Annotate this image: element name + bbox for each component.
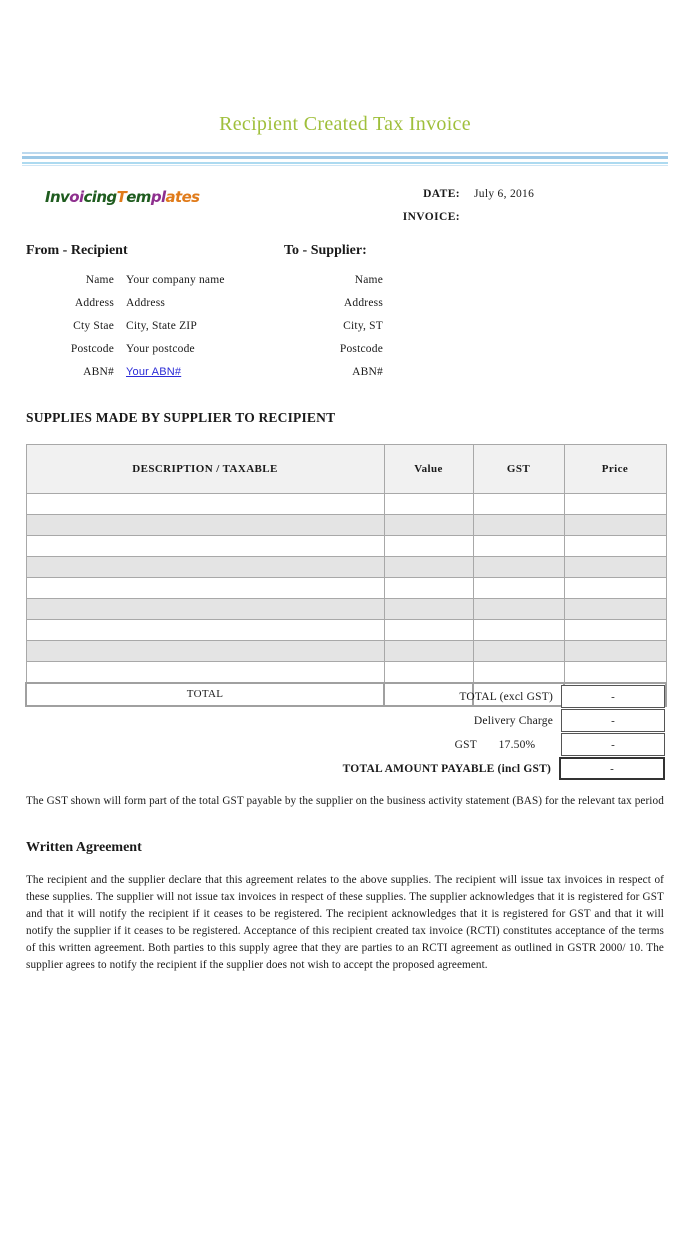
table-cell-description[interactable] bbox=[26, 536, 384, 557]
table-cell-price[interactable] bbox=[564, 494, 666, 515]
recipient-field-value[interactable]: Address bbox=[126, 297, 166, 309]
table-cell-price[interactable] bbox=[564, 557, 666, 578]
totals-amount-box[interactable]: - bbox=[561, 733, 665, 756]
table-row bbox=[26, 536, 666, 557]
logo-part-2: cing bbox=[83, 188, 117, 206]
recipient-field-label: ABN# bbox=[83, 366, 114, 378]
table-row bbox=[26, 599, 666, 620]
table-cell-price[interactable] bbox=[564, 641, 666, 662]
totals-row bbox=[300, 733, 665, 756]
supplier-field-label[interactable]: City, ST bbox=[343, 320, 383, 332]
recipient-field-value[interactable]: Your postcode bbox=[126, 343, 195, 355]
column-header-price: Price bbox=[564, 445, 666, 494]
party-row bbox=[26, 297, 666, 320]
table-cell-description[interactable] bbox=[26, 494, 384, 515]
supplies-table-body bbox=[26, 494, 666, 683]
gst-note: The GST shown will form part of the total GST payable by the supplier on the business activity statement (BAS) for the relevant tax period bbox=[26, 795, 664, 807]
supplier-field-label[interactable]: ABN# bbox=[352, 366, 383, 378]
table-cell-value[interactable] bbox=[384, 515, 473, 536]
column-header-gst: GST bbox=[473, 445, 564, 494]
company-logo bbox=[45, 188, 200, 206]
parties-section bbox=[26, 243, 666, 389]
logo-part-7: at bbox=[165, 188, 182, 206]
table-cell-gst[interactable] bbox=[473, 536, 564, 557]
party-field-rows bbox=[26, 274, 666, 389]
recipient-field-value[interactable]: Your company name bbox=[126, 274, 225, 286]
totals-row bbox=[300, 709, 665, 732]
table-cell-gst[interactable] bbox=[473, 515, 564, 536]
table-cell-price[interactable] bbox=[564, 662, 666, 683]
table-cell-price[interactable] bbox=[564, 620, 666, 641]
table-cell-price[interactable] bbox=[564, 578, 666, 599]
table-cell-gst[interactable] bbox=[473, 662, 564, 683]
table-cell-value[interactable] bbox=[384, 641, 473, 662]
logo-part-3: T bbox=[116, 188, 127, 206]
date-row bbox=[360, 188, 660, 200]
column-header-value: Value bbox=[384, 445, 473, 494]
recipient-heading: From - Recipient bbox=[26, 243, 128, 258]
logo-part-4: em bbox=[126, 188, 151, 206]
logo-part-8: es bbox=[181, 188, 200, 206]
invoice-number-label: INVOICE: bbox=[402, 211, 460, 223]
table-cell-gst[interactable] bbox=[473, 620, 564, 641]
date-label: DATE: bbox=[423, 188, 460, 200]
totals-label: TOTAL (excl GST) bbox=[459, 690, 553, 703]
supplier-field-label[interactable]: Address bbox=[343, 297, 383, 309]
invoice-number-row bbox=[360, 211, 660, 223]
table-header-row bbox=[26, 445, 666, 494]
logo-part-5: p bbox=[150, 188, 161, 206]
table-row bbox=[26, 494, 666, 515]
totals-label: TOTAL AMOUNT PAYABLE (incl GST) bbox=[342, 762, 551, 775]
header-divider bbox=[22, 152, 668, 166]
table-cell-gst[interactable] bbox=[473, 494, 564, 515]
table-cell-gst[interactable] bbox=[473, 599, 564, 620]
table-total-label: TOTAL bbox=[26, 683, 384, 706]
written-agreement-body: The recipient and the supplier declare that this agreement relates to the above supplies. The recipient will issue tax invoices in respect of these supplies. The supplier will not issue tax invoices in respect of these supplies. The supplier acknowledges that it is registered for GST and that it will notify the recipient if it ceases to be registered. The recipient acknowledges that it is registered for GST and that it will notify the supplier if it ceases to be registered. Acceptance of this recipient created tax invoice (RCTI) constitutes acceptance of the terms of this written agreement. Both parties to this supply agree that they are parties to an RCTI agreement as outlined in GSTR 2000/ 10. The supplier agrees to notify the recipient if the supplier does not wish to accept the proposed agreement. bbox=[26, 874, 664, 972]
gst-rate-value[interactable]: 17.50% bbox=[498, 738, 536, 751]
table-cell-description[interactable] bbox=[26, 599, 384, 620]
totals-label: GST 17.50% bbox=[300, 733, 561, 756]
table-cell-value[interactable] bbox=[384, 662, 473, 683]
date-value[interactable]: July 6, 2016 bbox=[474, 188, 535, 200]
table-cell-value[interactable] bbox=[384, 536, 473, 557]
party-headings bbox=[26, 243, 666, 265]
supplier-field-label[interactable]: Postcode bbox=[339, 343, 383, 355]
table-cell-value[interactable] bbox=[384, 557, 473, 578]
supplies-table bbox=[25, 444, 667, 707]
totals-block bbox=[300, 685, 665, 781]
table-row bbox=[26, 641, 666, 662]
recipient-field-value[interactable]: City, State ZIP bbox=[126, 320, 197, 332]
supplies-table-head bbox=[26, 445, 666, 494]
totals-row bbox=[300, 685, 665, 708]
table-row bbox=[26, 557, 666, 578]
totals-amount-box[interactable]: - bbox=[561, 709, 665, 732]
table-row bbox=[26, 578, 666, 599]
table-cell-value[interactable] bbox=[384, 578, 473, 599]
table-row bbox=[26, 662, 666, 683]
totals-amount-box[interactable]: - bbox=[559, 757, 665, 780]
party-row bbox=[26, 343, 666, 366]
table-cell-description[interactable] bbox=[26, 641, 384, 662]
table-cell-price[interactable] bbox=[564, 599, 666, 620]
recipient-field-label: Name bbox=[85, 274, 114, 286]
table-cell-description[interactable] bbox=[26, 557, 384, 578]
table-cell-value[interactable] bbox=[384, 599, 473, 620]
recipient-abn-link[interactable]: Your ABN# bbox=[126, 366, 182, 378]
logo-part-1: oi bbox=[69, 188, 84, 206]
column-header-description: DESCRIPTION / TAXABLE bbox=[26, 445, 384, 494]
table-cell-gst[interactable] bbox=[473, 641, 564, 662]
party-row bbox=[26, 320, 666, 343]
table-cell-gst[interactable] bbox=[473, 578, 564, 599]
recipient-field-value[interactable] bbox=[126, 366, 181, 378]
totals-amount-box[interactable]: - bbox=[561, 685, 665, 708]
supplier-field-label[interactable]: Name bbox=[354, 274, 383, 286]
table-cell-description[interactable] bbox=[26, 620, 384, 641]
table-row bbox=[26, 620, 666, 641]
table-cell-gst[interactable] bbox=[473, 557, 564, 578]
table-cell-value[interactable] bbox=[384, 620, 473, 641]
recipient-field-label: Address bbox=[74, 297, 114, 309]
party-row bbox=[26, 274, 666, 297]
totals-label: Delivery Charge bbox=[473, 714, 553, 727]
table-row bbox=[26, 515, 666, 536]
recipient-field-label: Postcode bbox=[70, 343, 114, 355]
totals-row bbox=[300, 757, 665, 780]
written-agreement-heading: Written Agreement bbox=[26, 840, 142, 855]
logo-part-6: l bbox=[160, 188, 166, 206]
table-cell-description[interactable] bbox=[26, 515, 384, 536]
page-title: Recipient Created Tax Invoice bbox=[219, 113, 471, 135]
table-cell-price[interactable] bbox=[564, 536, 666, 557]
table-cell-description[interactable] bbox=[26, 578, 384, 599]
supplies-section-heading: SUPPLIES MADE BY SUPPLIER TO RECIPIENT bbox=[26, 410, 336, 425]
table-cell-price[interactable] bbox=[564, 515, 666, 536]
logo-part-0: Inv bbox=[45, 188, 70, 206]
table-cell-description[interactable] bbox=[26, 662, 384, 683]
supplier-heading: To - Supplier: bbox=[284, 243, 367, 258]
recipient-field-label: Cty Stae bbox=[73, 320, 114, 332]
party-row bbox=[26, 366, 666, 389]
table-cell-value[interactable] bbox=[384, 494, 473, 515]
invoice-meta bbox=[360, 188, 660, 234]
